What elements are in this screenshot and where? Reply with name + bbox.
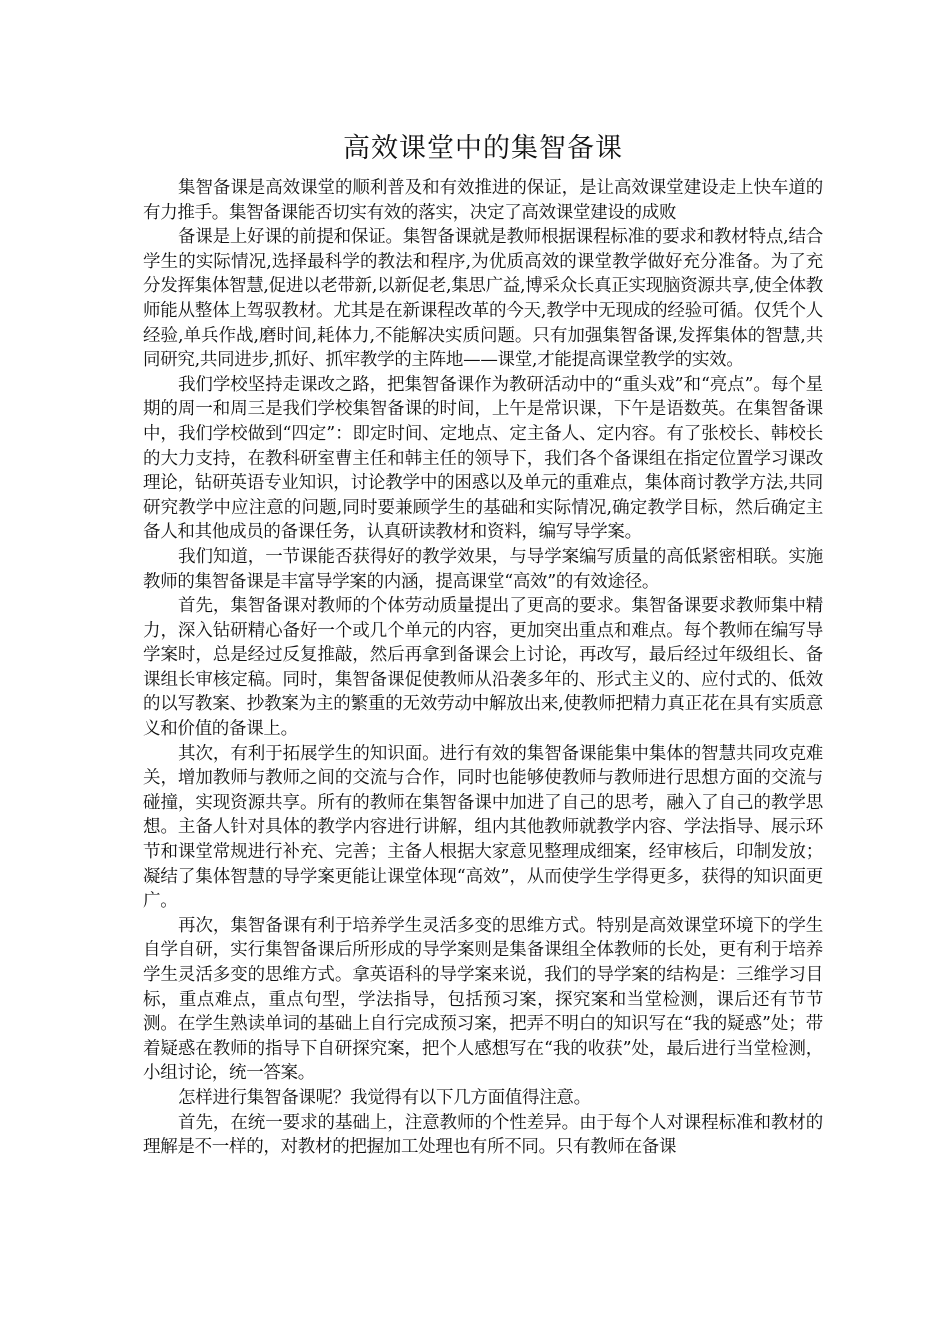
paragraph: 再次，集智备课有利于培养学生灵活多变的思维方式。特别是高效课堂环境下的学生自学自研，实行集智备课后所形成的导学案则是集备课组全体教师的长处，更有利于培养学生灵活多变的思维方式。拿英语科的导学案来说，我们的导学案的结构是：三维学习目标，重点难点，重点句型，学法指导，包括预习案，探究案和当堂检测，课后还有节节测。在学生熟读单词的基础上自行完成预习案，把弄不明白的知识写在“我的疑惑”处；带着疑惑在教师的指导下自研探究案，把个人感想写在“我的收获”处，最后进行当堂检测，小组讨论，统一答案。 — [143, 915, 824, 1084]
document-title: 高效课堂中的集智备课 — [343, 133, 623, 164]
paragraph: 我们学校坚持走课改之路，把集智备课作为教研活动中的“重头戏”和“亮点”。每个星期的周一和周三是我们学校集智备课的时间，上午是常识课，下午是语数英。在集智备课中，我们学校做到“四定”：即定时间、定地点、定主备人、定内容。有了张校长、韩校长的大力支持，在教科研室曹主任和韩主任的领导下，我们各个备课组在指定位置学习课改理论，钻研英语专业知识，讨论教学中的困惑以及单元的重难点，集体商讨教学方法,共同研究教学中应注意的问题,同时要兼顾学生的基础和实际情况,确定教学目标，然后确定主备人和其他成员的备课任务，认真研读教材和资料，编写导学案。 — [143, 374, 824, 543]
paragraph: 我们知道，一节课能否获得好的教学效果，与导学案编写质量的高低紧密相联。实施教师的集智备课是丰富导学案的内涵，提高课堂“高效”的有效途径。 — [143, 546, 823, 592]
paragraph: 备课是上好课的前提和保证。集智备课就是教师根据课程标准的要求和教材特点,结合学生的实际情况,选择最科学的教法和程序,为优质高效的课堂教学做好充分准备。为了充分发挥集体智慧,促进以老带新,以新促老,集思广益,博采众长真正实现脑资源共享,使全体教师能从整体上驾驭教材。尤其是在新课程改革的今天,教学中无现成的经验可循。仅凭个人经验,单兵作战,磨时间,耗体力,不能解决实质问题。只有加强集智备课,发挥集体的智慧,共同研究,共同进步,抓好、抓牢教学的主阵地——课堂,才能提高课堂教学的实效。 — [143, 227, 823, 371]
document-page — [143, 128, 823, 1160]
paragraph: 其次，有利于拓展学生的知识面。进行有效的集智备课能集中集体的智慧共同攻克难关，增加教师与教师之间的交流与合作，同时也能够使教师与教师进行思想方面的交流与碰撞，实现资源共享。所有的教师在集智备课中加进了自己的思考，融入了自己的教学思想。主备人针对具体的教学内容进行讲解，组内其他教师就教学内容、学法指导、展示环节和课堂常规进行补充、完善；主备人根据大家意见整理成细案，经审核后，印制发放；凝结了集体智慧的导学案更能让课堂体现“高效”，从而使学生学得更多，获得的知识面更广。 — [143, 743, 824, 912]
paragraph: 怎样进行集智备课呢？我觉得有以下几方面值得注意。 — [178, 1087, 591, 1108]
paragraph: 首先，集智备课对教师的个体劳动质量提出了更高的要求。集智备课要求教师集中精力，深入钻研精心备好一个或几个单元的内容，更加突出重点和难点。每个教师在编写导学案时，总是经过反复推敲，然后再拿到备课会上讨论，再改写，最后经过年级组长、备课组长审核定稿。同时，集智备课促使教师从沿袭多年的、形式主义的、应付式的、低效的以写教案、抄教案为主的繁重的无效劳动中解放出来,使教师把精力真正花在具有实质意义和价值的备课上。 — [143, 596, 823, 740]
paragraph: 集智备课是高效课堂的顺利普及和有效推进的保证，是让高效课堂建设走上快车道的有力推手。集智备课能否切实有效的落实，决定了高效课堂建设的成败 — [143, 178, 823, 223]
paragraph: 首先，在统一要求的基础上，注意教师的个性差异。由于每个人对课程标准和教材的理解是不一样的，对教材的把握加工处理也有所不同。只有教师在备课 — [143, 1112, 823, 1158]
